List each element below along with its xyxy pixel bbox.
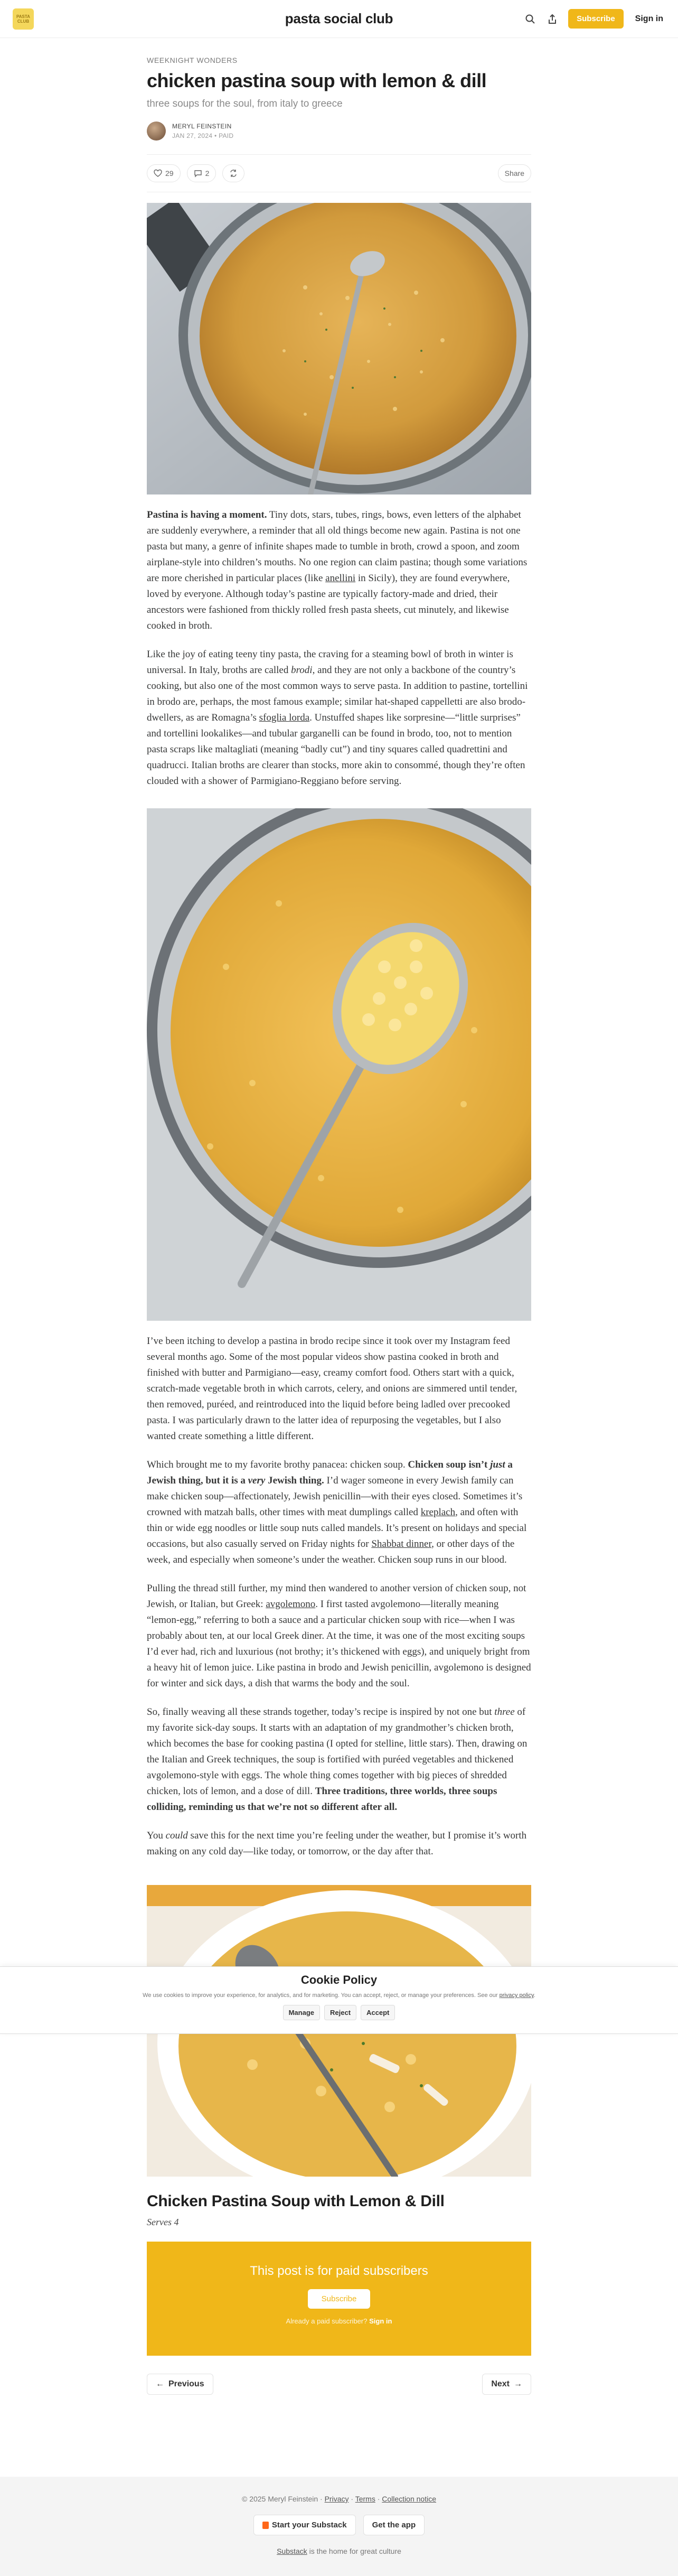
paragraph-2-text-b: , and they are not only a backbone of the country’s cooking, but also one of the most common ways to serve pasta. In addition to pastine, tortellini in brodo are, perhaps, the most famous example; similar hat-shaped cappelletti are also brodo-dwellers, as are Romagna’s (147, 665, 528, 723)
photo-pastina-skillet (147, 203, 531, 494)
paragraph-5-text-a: Pulling the thread still further, my mind then wandered to another version of chicken soup, not Jewish, or Italian, but Greek: (147, 1583, 526, 1610)
restack-button[interactable] (222, 164, 244, 182)
comment-bubble-icon (194, 169, 202, 178)
article-subtitle: three soups for the soul, from italy to greece (147, 98, 343, 109)
article-column (147, 56, 531, 2395)
next-post-button[interactable] (482, 2374, 531, 2395)
article-body-part-1 (147, 507, 531, 789)
paragraph-5-text-b: . I first tasted avgolemono—literally meaning “lemon-egg,” referring to both a sauce and a particular chicken soup with rice—when I was probably about ten, at our local Greek diner. At the time, it was one of the most exciting soups I’d ever had, rich and luxurious (not brothy; it’s thickened with eggs), and uniquely bright from a heavy hit of lemon juice. Like pastina in brodo and Jewish penicillin, avgolemono is designed for winter and sick days, a dish that warms the body and the soul. (147, 1599, 531, 1689)
start-substack-button[interactable] (253, 2515, 356, 2535)
byline (147, 122, 531, 141)
paragraph-7-em: could (165, 1830, 188, 1841)
paragraph-7-text-a: You (147, 1830, 166, 1841)
paragraph-1-text-a: Tiny dots, stars, tubes, rings, bows, even letters of the alphabet are suddenly everywhere, a reminder that all old things become new again. Pastina is not one pasta but many, a genre of infinite shapes made to tumble in broth, crowd a spoon, and zoom airplane-style into children’s mouths. No one region can claim pastina; though some variations are more cherished in particular places (like (147, 509, 528, 584)
post-pager (147, 2374, 531, 2395)
next-label: Next (491, 2379, 510, 2388)
paragraph-4-text-a: Which brought me to my favorite brothy panacea: chicken soup. (147, 1459, 408, 1470)
link-sfoglia-lorda[interactable]: sfoglia lorda (259, 712, 310, 723)
author-name[interactable]: MERYL FEINSTEIN (172, 123, 232, 130)
paragraph-1-lead: Pastina is having a moment. (147, 509, 267, 520)
paywall-subscribe-button[interactable]: Subscribe (308, 2289, 371, 2309)
paywall-title: This post is for paid subscribers (250, 2264, 428, 2278)
footer (0, 2477, 678, 2576)
recipe-title: Chicken Pastina Soup with Lemon & Dill (147, 2192, 445, 2210)
paywall (147, 2242, 531, 2356)
top-navigation (0, 0, 678, 38)
top-actions (524, 9, 665, 29)
search-icon[interactable] (524, 13, 536, 25)
paragraph-4 (147, 1457, 531, 1568)
cookie-manage-button[interactable]: Manage (283, 2005, 320, 2020)
footer-separator-2: · (349, 2495, 355, 2503)
paragraph-6 (147, 1704, 531, 1815)
restack-icon (229, 169, 238, 178)
paragraph-6-em: three (494, 1706, 515, 1718)
paragraph-1-text-b: in Sicily), they are found everywhere, loved by everyone. Although today’s pastine are typically factory-made and dried, their ancestors were fashioned from thickly rolled fresh pasta sheets, cut minutely, and likewise cooked in broth. (147, 573, 510, 631)
previous-post-button[interactable] (147, 2374, 213, 2395)
paywall-note-text: Already a paid subscriber? (286, 2317, 368, 2325)
cookie-title: Cookie Policy (300, 1973, 378, 1986)
paragraph-4-text-c: I’d wager someone in every Jewish family can make chicken soup—affectionately, Jewish penicillin—with their eyes closed. Sometimes it’s crowned with matzah balls, other times with meat dumplings called (147, 1475, 523, 1518)
link-avgolemono[interactable]: avgolemono (266, 1599, 316, 1610)
paragraph-3: I’ve been itching to develop a pastina in brodo recipe since it took over my Instagram feed several months ago. Some of the most popular videos show pastina cooked in broth and finished with butter and Parmigiano—easy, creamy comfort food. Others start with a quick, scratch-made vegetable broth in which carrots, celery, and onions are simmered until tender, then removed, puréed, and reintroduced into the liquid before being ladled over precooked pasta. I was particularly drawn to the latter idea of repurposing the vegetables, but I also wanted create something a little different. (147, 1336, 517, 1442)
paragraph-7 (147, 1828, 531, 1860)
paragraph-2 (147, 647, 531, 789)
cookie-accept-button[interactable]: Accept (361, 2005, 395, 2020)
get-app-button[interactable]: Get the app (363, 2515, 425, 2535)
paragraph-2-text-c: . Unstuffed shapes like sorpresine—“little surprises” and tortellini lookalikes—and tubular garganelli can be found in brodo, too, not to mention pasta scraps like maltagliati (meaning “badly cut”) and tiny squares called quadrettini and quadrucci. Italian broths are clearer than stocks, more akin to consommé, though they’re often clouded with a shower of Parmigiano-Reggiano before serving. (147, 712, 525, 787)
arrow-right-icon: → (514, 2379, 522, 2388)
article-body-part-2 (147, 1333, 531, 1860)
paragraph-4-text-d: , and often with thin or wide egg noodles or little soup nuts called mandels. It’s present on holidays and special occasions, but also casually served on Friday nights for (147, 1507, 527, 1550)
comment-button[interactable] (187, 164, 216, 182)
arrow-left-icon: ← (156, 2379, 164, 2388)
post-date: JAN 27, 2024 • PAID (172, 132, 234, 139)
cookie-reject-button[interactable]: Reject (324, 2005, 356, 2020)
like-button[interactable] (147, 164, 181, 182)
share-button[interactable]: Share (498, 164, 531, 182)
paragraph-5 (147, 1581, 531, 1692)
paragraph-4-bold-a: Chicken soup isn’t (408, 1459, 491, 1470)
section-kicker[interactable]: WEEKNIGHT WONDERS (147, 56, 238, 64)
footer-copyright: © 2025 Meryl Feinstein (241, 2495, 318, 2503)
site-title[interactable]: pasta social club (285, 11, 393, 26)
cookie-text: We use cookies to improve your experience, for analytics, and for marketing. You can accept, reject, or manage your preferences. See our privacy policy. (143, 1992, 535, 1999)
header-subscribe-button[interactable]: Subscribe (568, 9, 624, 29)
author-avatar[interactable] (147, 122, 166, 141)
article-title: chicken pastina soup with lemon & dill (147, 70, 487, 91)
paragraph-2-text-a: Like the joy of eating teeny tiny pasta, the craving for a steaming bowl of broth in winter is universal. In Italy, broths are called (147, 649, 513, 676)
start-substack-label: Start your Substack (271, 2521, 347, 2530)
recipe-serves: Serves 4 (147, 2217, 179, 2227)
previous-label: Previous (168, 2379, 204, 2388)
paragraph-6-bold: Three traditions, three worlds, three soups colliding, reminding us that we’re not so different after all. (147, 1786, 497, 1813)
footer-collection-link[interactable]: Collection notice (382, 2495, 437, 2503)
header-signin-button[interactable]: Sign in (635, 14, 663, 23)
footer-substack-link[interactable]: Substack (277, 2547, 307, 2555)
substack-logo-icon (262, 2522, 269, 2529)
paragraph-4-bold-b: a Jewish thing, but it is a (147, 1459, 513, 1486)
paragraph-7-text-b: save this for the next time you’re feeling under the weather, but I promise it’s worth making on any cold day—like today, or tomorrow, or the day after that. (147, 1830, 527, 1857)
comment-count: 2 (205, 169, 210, 178)
paywall-note (147, 2317, 531, 2325)
paragraph-2-em: brodi (291, 665, 313, 676)
paragraph-4-bold-c: Jewish thing. (265, 1475, 324, 1486)
cookie-buttons (0, 2005, 678, 2020)
link-shabbat-dinner[interactable]: Shabbat dinner (371, 1538, 432, 1550)
photo-pastina-spoon (147, 808, 531, 1321)
link-anellini[interactable]: anellini (325, 573, 356, 584)
share-upload-icon[interactable] (546, 13, 559, 25)
heart-icon (154, 169, 162, 178)
footer-privacy-link[interactable]: Privacy (324, 2495, 349, 2503)
paragraph-4-bold-em: just (490, 1459, 505, 1470)
publication-logo[interactable]: PASTA CLUB (13, 8, 34, 30)
post-action-bar (147, 154, 531, 192)
paragraph-6-text-a: So, finally weaving all these strands together, today’s recipe is inspired by not one but (147, 1706, 495, 1718)
paragraph-4-text-e: , or other days of the week, and especially when someone’s under the weather. Chicken soup runs in our blood. (147, 1538, 515, 1565)
footer-legal (0, 2495, 678, 2503)
link-kreplach[interactable]: kreplach (420, 1507, 456, 1518)
footer-separator-3: · (375, 2495, 382, 2503)
footer-buttons (0, 2515, 678, 2535)
paragraph-1 (147, 507, 531, 634)
like-count: 29 (165, 169, 174, 178)
cookie-text-body: We use cookies to improve your experience, for analytics, and for marketing. You can accept, reject, or manage your preferences. See our (143, 1992, 498, 1999)
cookie-banner (0, 1966, 678, 2034)
paywall-signin-link[interactable]: Sign in (369, 2317, 392, 2325)
cookie-privacy-link[interactable]: privacy policy (499, 1992, 534, 1999)
paragraph-4-bold-em2: very (248, 1475, 266, 1486)
paragraph-6-text-b: of my favorite sick-day soups. It starts with an adaptation of my grandmother’s chicken broth, which becomes the base for cooking pastina (I opted for stelline, little stars). Then, drawing on the Italian and Greek techniques, the soup is fortified with puréed vegetables and thickened avgolemono-style with eggs. The whole thing comes together with big pieces of shredded chicken, lots of lemon, and a dose of dill. (147, 1706, 528, 1797)
footer-tagline-text: is the home for great culture (307, 2547, 401, 2555)
footer-tagline (0, 2547, 678, 2555)
footer-separator-1: · (318, 2495, 325, 2503)
footer-terms-link[interactable]: Terms (355, 2495, 375, 2503)
